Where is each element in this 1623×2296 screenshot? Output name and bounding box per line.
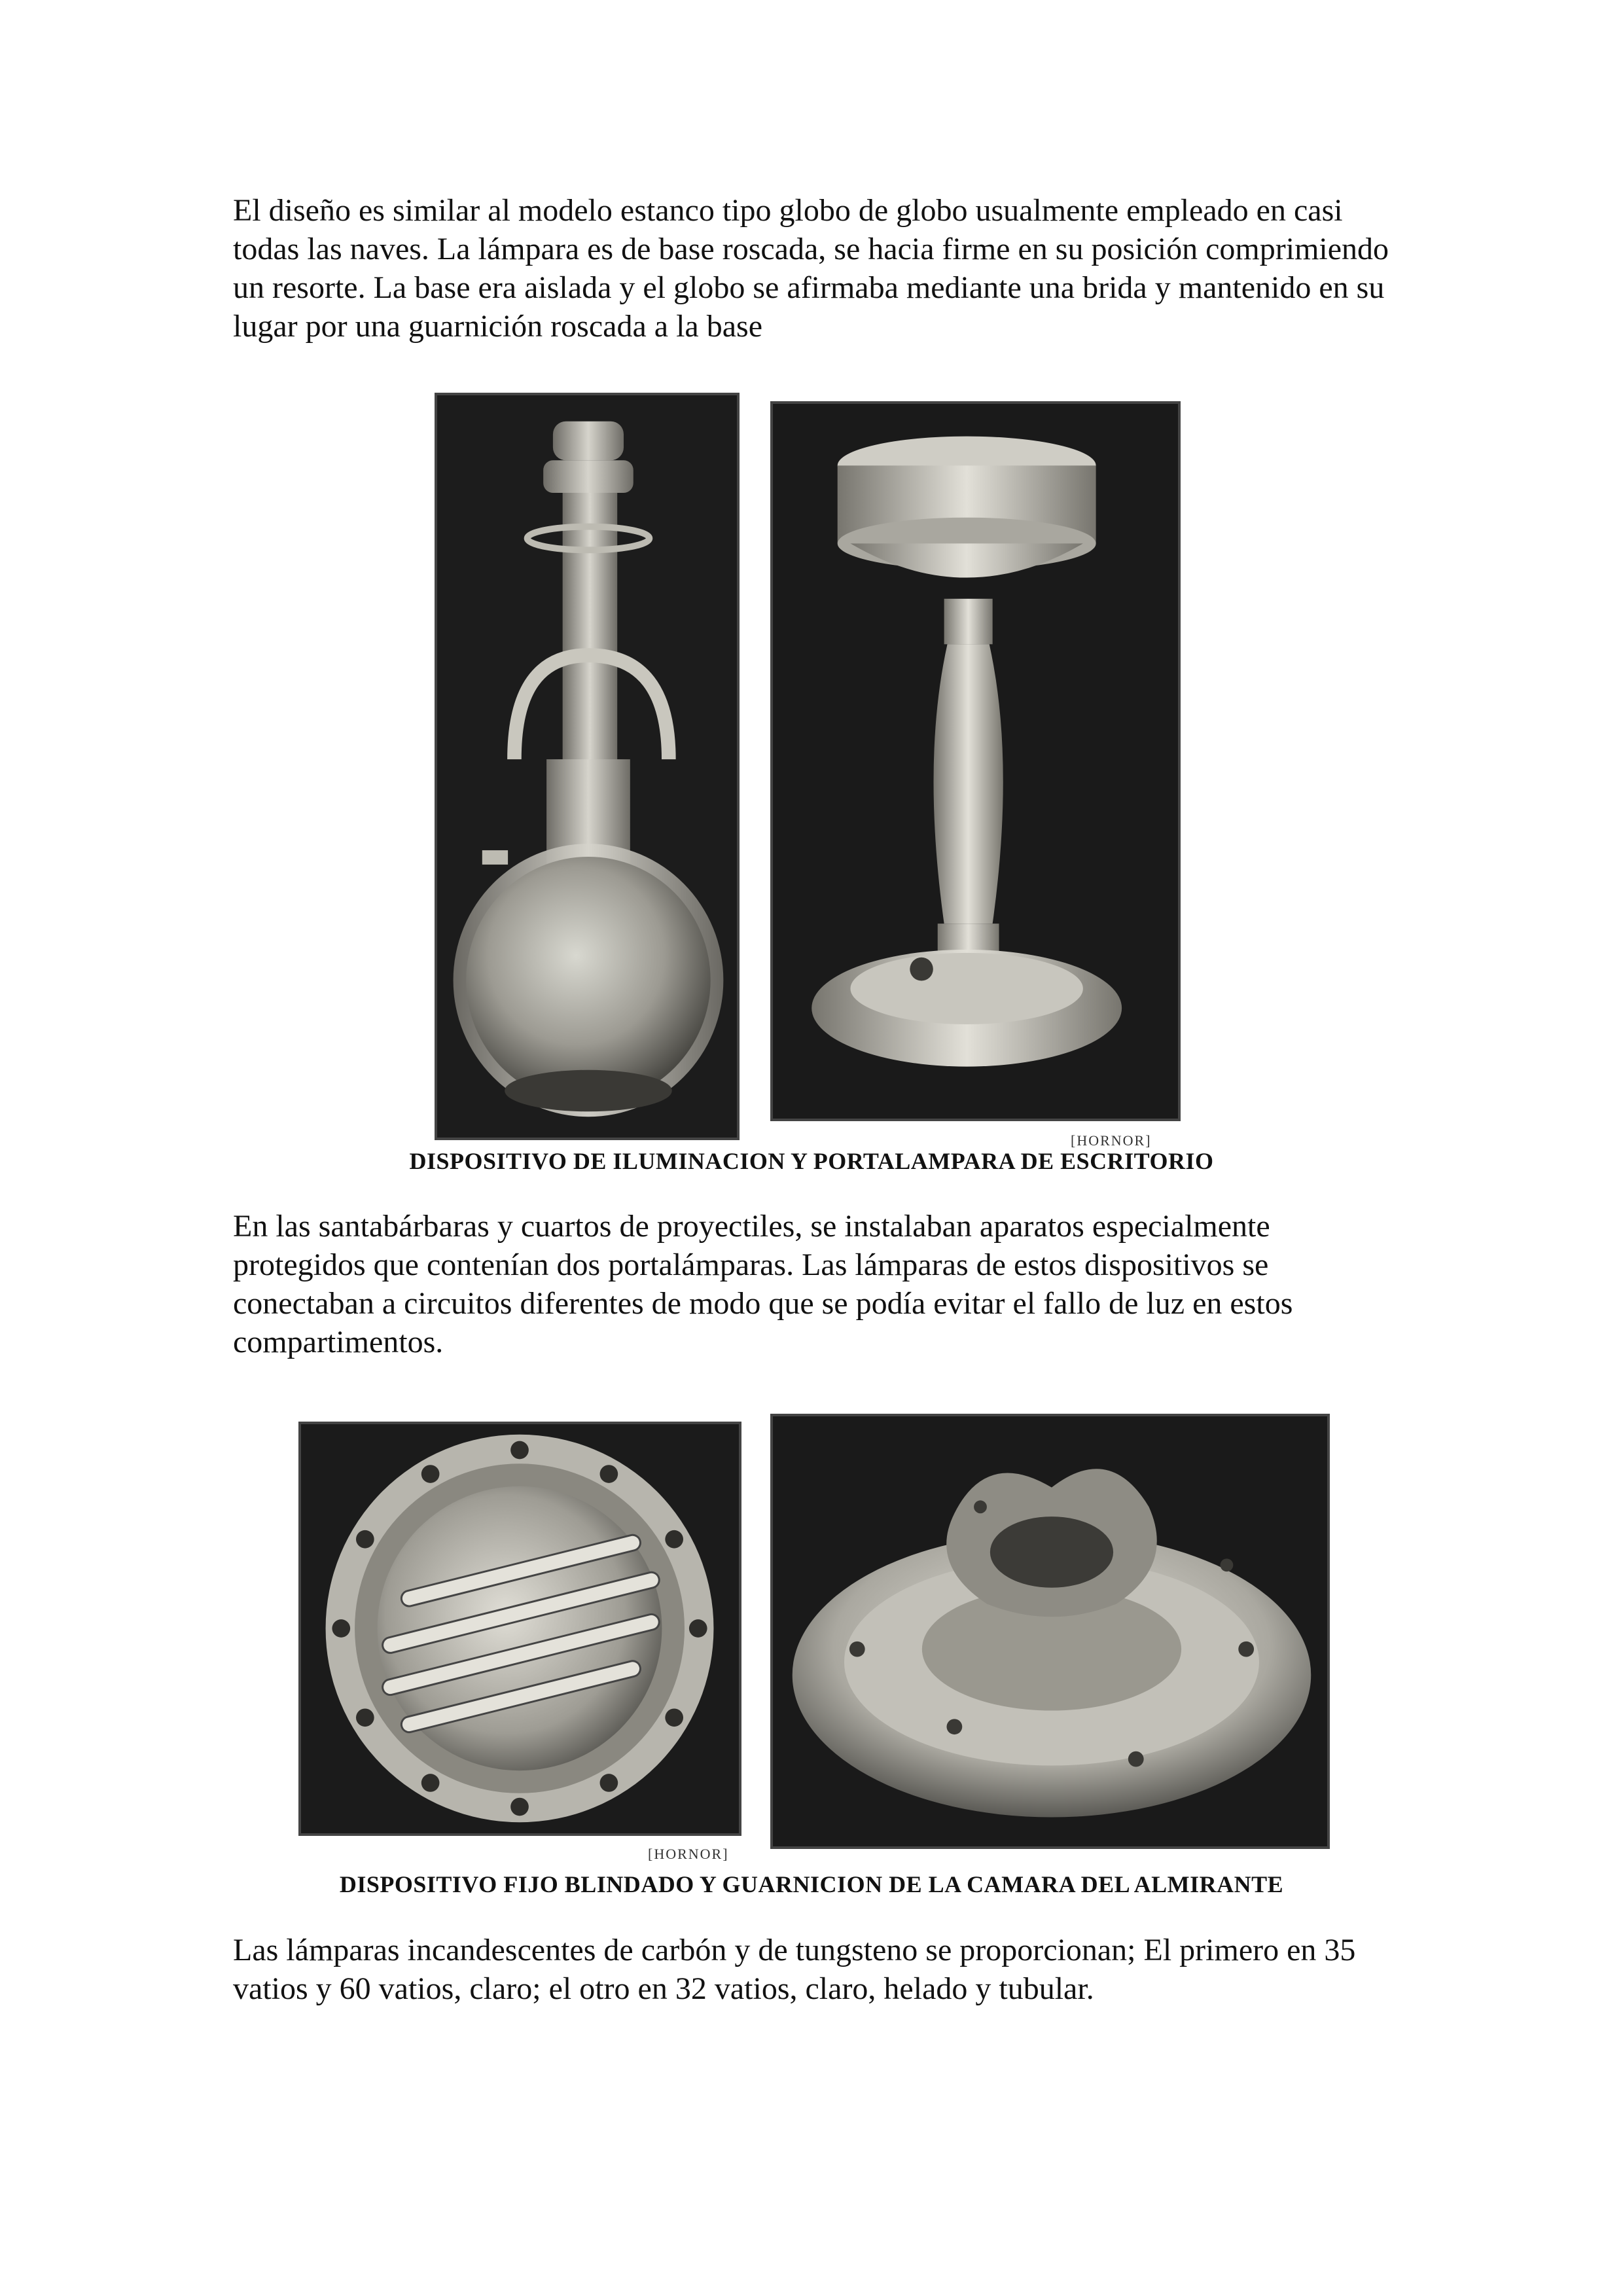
photo-lighting-fixture xyxy=(435,393,740,1140)
photo-credit: [HORNOR] xyxy=(648,1846,729,1862)
admiral-cabin-fitting-illustration xyxy=(773,1416,1327,1846)
figure-caption-1: DISPOSITIVO DE ILUMINACION Y PORTALAMPARA DE ESCRITORIO xyxy=(409,1148,1214,1174)
photo-armored-fixture xyxy=(298,1422,741,1836)
photo-admiral-cabin-fitting xyxy=(770,1414,1330,1849)
armored-fixture-illustration xyxy=(301,1424,739,1833)
lighting-fixture-illustration xyxy=(437,395,737,1138)
paragraph-intro: El diseño es similar al modelo estanco tipo globo de globo usualmente empleado en casi todas las naves. La lámpara es de base roscada, se hacia firme en su posición comprimiendo un resorte. La base era aislada y el globo se afirmaba mediante una brida y mantenido en su lugar por una guarnición roscada a la base xyxy=(233,193,1389,344)
paragraph-lamp-types: Las lámparas incandescentes de carbón y de tungsteno se proporcionan; El primero en 35 vatios y 60 vatios, claro; el otro en 32 vatios, claro, helado y tubular. xyxy=(233,1933,1356,2006)
figure-caption-2: DISPOSITIVO FIJO BLINDADO Y GUARNICION DE LA CAMARA DEL ALMIRANTE xyxy=(339,1871,1284,1897)
photo-credit: [HORNOR] xyxy=(1071,1132,1152,1149)
desk-lamp-holder-illustration xyxy=(773,404,1178,1119)
paragraph-ammunition-rooms: En las santabárbaras y cuartos de proyectiles, se instalaban aparatos especialmente protegidos que contenían dos portalámparas. Las lámparas de estos dispositivos se conectaban a circuitos diferentes de modo que se podía evitar el fallo de luz en estos compartimentos. xyxy=(233,1209,1293,1359)
photo-desk-lamp-holder xyxy=(770,401,1181,1121)
